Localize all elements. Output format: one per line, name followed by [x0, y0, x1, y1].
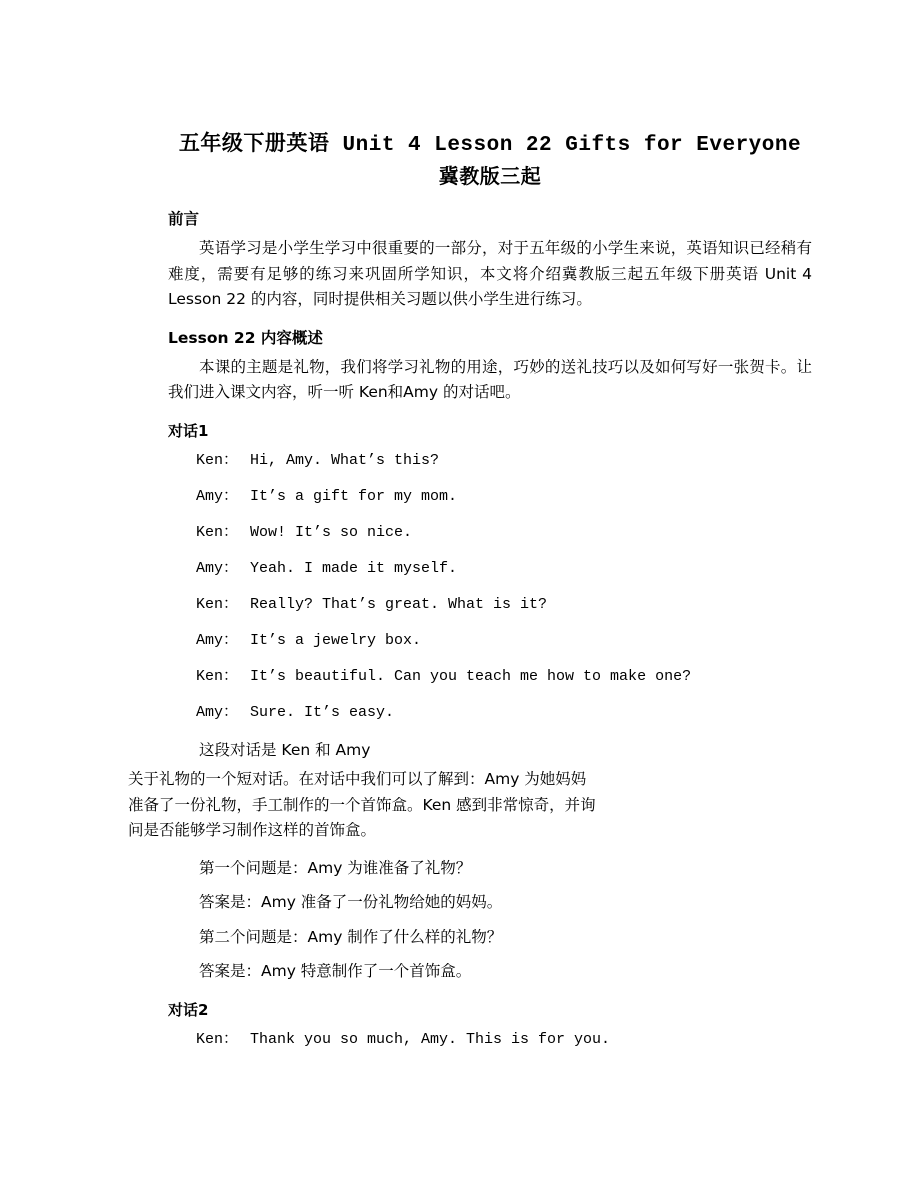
dialogue2-list	[168, 1029, 812, 1051]
dialogue-speaker: Ken：	[196, 1030, 239, 1048]
dialogue-line	[168, 450, 812, 472]
dialogue-line	[168, 486, 812, 508]
dialogue-line	[168, 666, 812, 688]
dialogue-text: Yeah. I made it myself.	[250, 559, 458, 577]
dialogue-speaker: Amy：	[196, 559, 239, 577]
dialogue1-list	[168, 450, 812, 724]
answer-1: 答案是：Amy 准备了一份礼物给她的妈妈。	[199, 893, 503, 911]
question-2: 第二个问题是：Amy 制作了什么样的礼物？	[199, 927, 503, 946]
overview-body: 本课的主题是礼物，我们将学习礼物的用途，巧妙的送礼技巧以及如何写好一张贺卡。让我们进入课文内容，听一听 Ken和Amy 的对话吧。	[168, 357, 812, 401]
dialogue-text: Hi, Amy. What’s this?	[250, 451, 440, 469]
dialogue-speaker: Ken：	[196, 595, 239, 613]
dialogue-text: Wow! It’s so nice.	[250, 523, 413, 541]
dialogue-speaker: Ken：	[196, 523, 239, 541]
dialogue2-heading: 对话2	[168, 1000, 209, 1019]
dialogue-text: It’s a jewelry box.	[250, 631, 422, 649]
dialogue-text: It’s a gift for my mom.	[250, 487, 458, 505]
page-title-line2: 冀教版三起	[438, 164, 542, 188]
dialogue-text: It’s beautiful. Can you teach me how to make one?	[250, 667, 692, 685]
answer-2: 答案是：Amy 特意制作了一个首饰盒。	[199, 962, 472, 980]
dialogue-line	[168, 594, 812, 616]
dialogue-text: Thank you so much, Amy. This is for you.	[250, 1030, 611, 1048]
dialogue-speaker: Amy：	[196, 487, 239, 505]
preface-heading: 前言	[168, 210, 200, 228]
dialogue-speaker: Ken：	[196, 667, 239, 685]
dialogue-line	[168, 630, 812, 652]
page-title-line1: 五年级下册英语 Unit 4 Lesson 22 Gifts for Everyone	[178, 134, 802, 157]
dialogue-speaker: Amy：	[196, 703, 239, 721]
dialogue-line	[168, 558, 812, 580]
page-title	[168, 130, 812, 194]
dialogue1-summary-line1: 这段对话是 Ken 和 Amy	[199, 740, 371, 759]
preface-body: 英语学习是小学生学习中很重要的一部分，对于五年级的小学生来说，英语知识已经稍有难度，需要有足够的练习来巩固所学知识，本文将介绍冀教版三起五年级下册英语 Unit 4 Lesson 22 的内容，同时提供相关习题以供小学生进行练习。	[168, 239, 812, 308]
dialogue-line	[168, 1029, 812, 1051]
dialogue1-heading: 对话1	[168, 421, 209, 440]
dialogue-text: Sure. It’s easy.	[250, 703, 395, 721]
question-1: 第一个问题是：Amy 为谁准备了礼物？	[199, 858, 472, 877]
dialogue-line	[168, 522, 812, 544]
overview-heading: Lesson 22 内容概述	[168, 328, 323, 347]
dialogue1-summary-line2: 关于礼物的一个短对话。在对话中我们可以了解到：Amy 为她妈妈准备了一份礼物，手工制作的一个首饰盒。Ken 感到非常惊奇，并询问是否能够学习制作这样的首饰盒。	[128, 770, 596, 839]
dialogue-speaker: Amy：	[196, 631, 239, 649]
dialogue-line	[168, 702, 812, 724]
dialogue-text: Really? That’s great. What is it?	[250, 595, 548, 613]
dialogue-speaker: Ken：	[196, 451, 239, 469]
